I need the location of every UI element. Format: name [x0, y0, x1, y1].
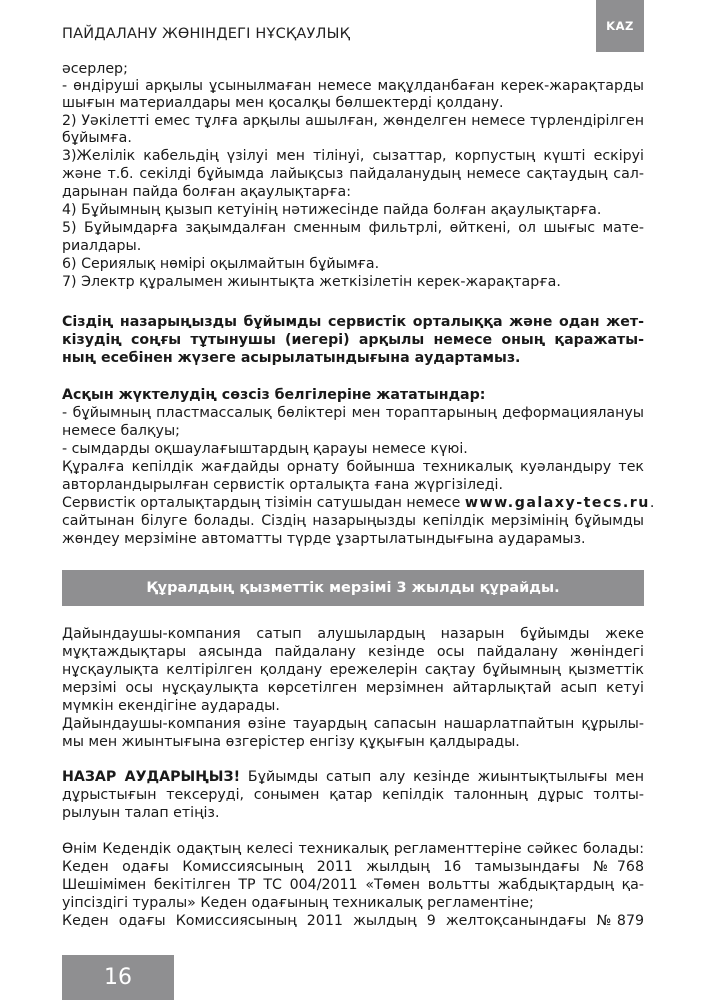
- text-line: - бұйымның пластмассалық бөліктері мен тораптарының деформациялануы: [62, 405, 644, 421]
- page-header-title: ПАЙДАЛАНУ ЖӨНІНДЕГІ НҰСҚАУЛЫҚ: [62, 26, 351, 42]
- text-line: мұқтаждықтары аясында пайдалану кезінде осы пайдалану жөніндегі: [62, 644, 644, 660]
- text-line: және т.б. секілді бұйымда лайықсыз пайдаланудың немесе сақтаудың сал-: [62, 166, 644, 182]
- text-line: Құралға кепілдік жағдайды орнату бойынша техникалық куәландыру тек: [62, 459, 644, 475]
- text-line: әсерлер;: [62, 61, 128, 77]
- text-line: 2) Уәкілетті емес тұлға арқылы ашылған, жөнделген немесе түрлендірілген: [62, 113, 644, 129]
- text-line: мерзімі осы нұсқаулықта көрсетілген мерзімнен айтарлықтай асып кетуі: [62, 680, 644, 696]
- page-number: 16: [62, 955, 174, 1000]
- text-line: бұйымға.: [62, 130, 132, 146]
- text-line: Өнім Кедендік одақтың келесі техникалық регламенттеріне сәйкес болады:: [62, 841, 644, 857]
- bold-notice-line: ның есебінен жүзеге асырылатындығына аудартамыз.: [62, 350, 521, 366]
- text-line: 6) Сериялық нөмірі оқылмайтын бұйымға.: [62, 256, 380, 272]
- text-line: нұсқаулықта келтірілген қолдану ережелерін сақтау бұйымның қызметтік: [62, 662, 644, 678]
- section-heading: Асқын жүктелудің сөзсіз белгілеріне жататындар:: [62, 387, 486, 403]
- text-line: Дайындаушы-компания өзіне тауардың сапасын нашарлатпайтын құрылы-: [62, 716, 644, 732]
- text-line: сайтынан білуге болады. Сіздің назарыңызды кепілдік мерзімінің бұйымды: [62, 513, 644, 529]
- service-life-banner: Құралдың қызметтік мерзімі 3 жылды құрайды.: [62, 570, 644, 606]
- text-line: мүмкін екендігіне аударады.: [62, 698, 280, 714]
- text-line: уіпсіздігі туралы» Кеден одағының техникалық регламентіне;: [62, 895, 534, 911]
- text-line: Кеден одағы Комиссиясының 2011 жылдың 16 тамызындағы №768: [62, 859, 644, 875]
- text-line: Шешімімен бекітілген ТР ТС 004/2011 «Төмен вольтты жабдықтардың қа-: [62, 877, 644, 893]
- text-line: 4) Бұйымның қызып кетуінің нәтижесінде пайда болған ақаулықтарға.: [62, 202, 602, 218]
- text-line: рылуын талап етіңіз.: [62, 805, 220, 821]
- attention-text: Бұйымды сатып алу кезінде жиынтықтылығы мен: [240, 769, 644, 785]
- text-line: дұрыстығын тексеруді, сонымен қатар кепілдік талонның дұрыс толты-: [62, 787, 644, 803]
- text-line: дарынан пайда болған ақаулықтарға:: [62, 184, 352, 200]
- text-line: шығын материалдары мен қосалқы бөлшектерді қолдану.: [62, 95, 504, 111]
- attention-label: НАЗАР АУДАРЫҢЫЗ!: [62, 769, 241, 785]
- site-prefix: Сервистік орталықтардың тізімін сатушыдан немесе: [62, 495, 465, 511]
- bold-notice-line: кізудің соңғы тұтынушы (иегері) арқылы немесе оның қаражаты-: [62, 332, 644, 348]
- text-line: [62, 495, 655, 512]
- text-line: - өндіруші арқылы ұсынылмаған немесе мақұлданбаған керек-жарақтарды: [62, 78, 644, 94]
- text-line: авторландырылған сервистік орталықта ғана жүргізіледі.: [62, 477, 504, 493]
- site-suffix: .: [649, 495, 655, 511]
- website-link[interactable]: www.galaxy-tecs.ru: [464, 495, 650, 511]
- bold-notice-line: Сіздің назарыңызды бұйымды сервистік орталыққа және одан жет-: [62, 314, 644, 330]
- language-tab: KAZ: [596, 0, 644, 52]
- text-line: жөндеу мерзіміне автоматты түрде ұзартылатындығына аударамыз.: [62, 531, 586, 547]
- text-line: 5) Бұйымдарға зақымдалған сменным фильтрлі, өйткені, ол шығыс мате-: [62, 220, 644, 236]
- text-line: риалдары.: [62, 238, 142, 254]
- text-line: 7) Электр құралымен жиынтықта жеткізілетін керек-жарақтарға.: [62, 274, 561, 290]
- text-line: 3)Желілік кабельдің үзілуі мен тілінуі, сызаттар, корпустың күшті ескіруі: [62, 148, 644, 164]
- text-line: Дайындаушы-компания сатып алушылардың назарын бұйымды жеке: [62, 626, 644, 642]
- text-line: немесе балқуы;: [62, 423, 180, 439]
- text-line: [62, 769, 644, 786]
- text-line: Кеден одағы Комиссиясының 2011 жылдың 9 желтоқсанындағы №879: [62, 913, 644, 929]
- text-line: - сымдарды оқшаулағыштардың қарауы немесе күюі.: [62, 441, 468, 457]
- text-line: мы мен жиынтығына өзгерістер енгізу құқығын қалдырады.: [62, 734, 520, 750]
